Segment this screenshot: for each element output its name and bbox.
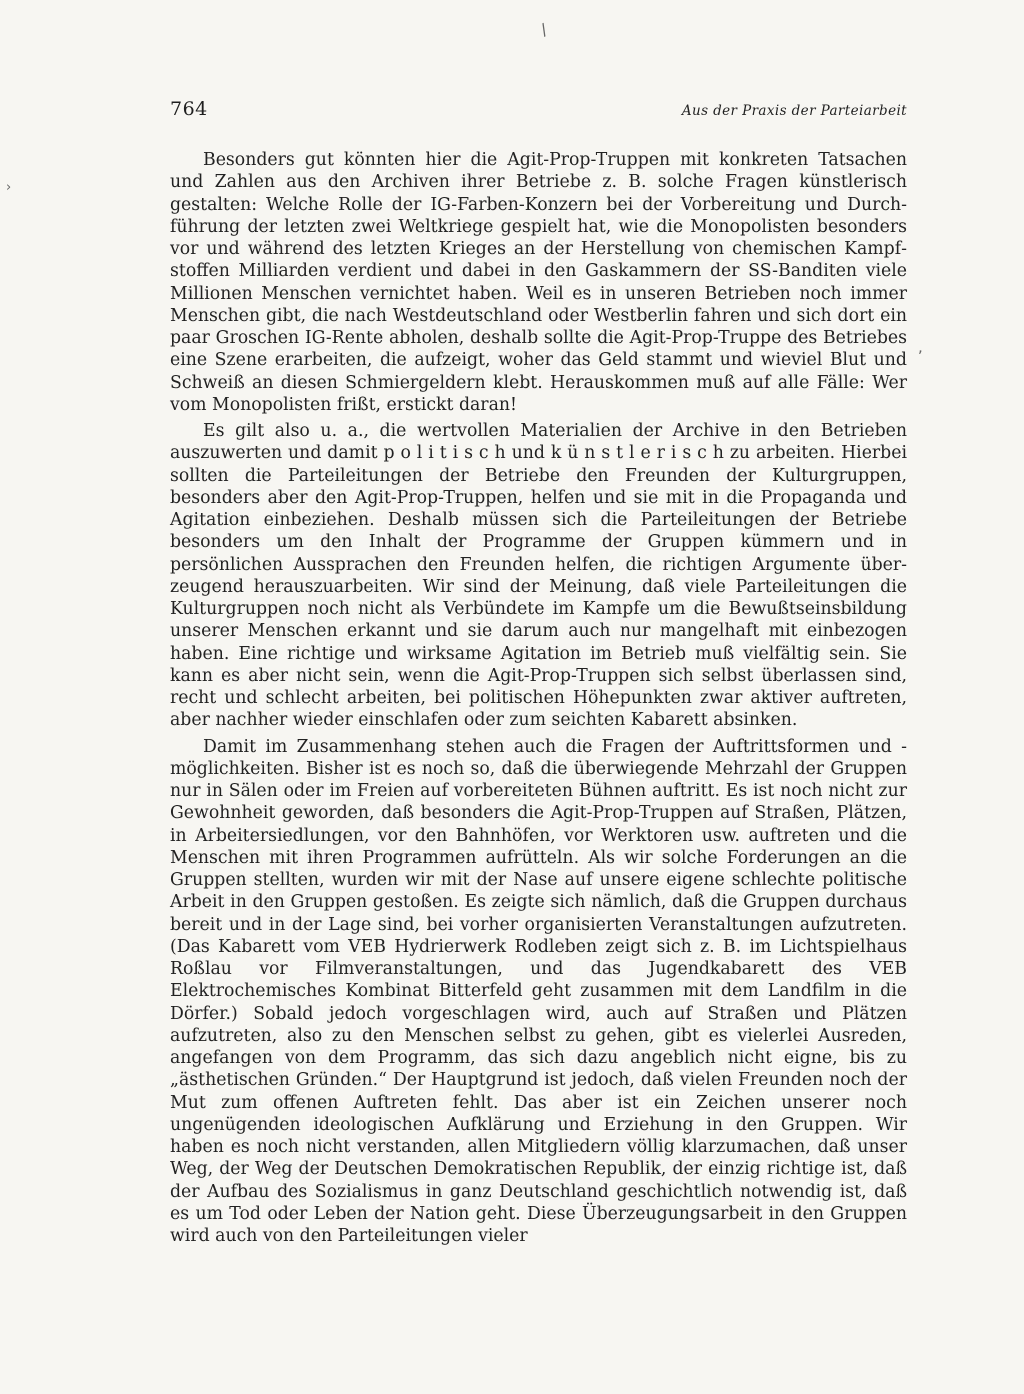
running-head: Aus der Praxis der Parteiarbeit [681,103,907,119]
article-body [170,149,907,1247]
page-number: 764 [170,98,208,120]
paragraph-2: Es gilt also u. a., die wertvollen Materialien der Archive in den Betrieben auszuwerten und damit p o l i t i s c h und k ü n s t l e r i s c h zu arbeiten. Hierbei sollten die Parteileitungen der Betriebe den Freunden der Kulturgruppen, besonders aber den Agit-Prop-Truppen, helfen und sie mit in die Propaganda und Agitation einbeziehen. Deshalb müssen sich die Parteileitungen der Betriebe besonders um den Inhalt der Programme der Gruppen kümmern und in persönlichen Aussprachen den Freunden helfen, die richtigen Argumente überzeugend herauszuarbeiten. Wir sind der Meinung, daß viele Parteileitungen die Kulturgruppen noch nicht als Verbündete im Kampfe um die Bewußtseinsbildung unserer Menschen erkannt und sie darum auch nur mangelhaft mit einbezogen haben. Eine richtige und wirksame Agitation im Betrieb muß vielfältig sein. Sie kann es aber nicht sein, wenn die Agit-Prop-Truppen sich selbst überlassen sind, recht und schlecht arbeiten, bei politischen Höhepunkten zwar aktiver auftreten, aber nachher wieder einschlafen oder zum seichten Kabarett absinken. [170,421,907,731]
page-header [170,98,907,128]
paragraph-3: Damit im Zusammenhang stehen auch die Fragen der Auftrittsformen und -möglichkeiten. Bisher ist es noch so, daß die überwiegende Mehrzahl der Gruppen nur in Sälen oder im Freien auf vorbereiteten Bühnen auftritt. Es ist noch nicht zur Gewohnheit geworden, daß besonders die Agit-Prop-Truppen auf Straßen, Plätzen, in Arbeitersiedlungen, vor den Bahnhöfen, vor Werktoren usw. auftreten und die Menschen mit ihren Programmen aufrütteln. Als wir solche Forderungen an die Gruppen stellten, wurden wir mit der Nase auf unsere eigene schlechte politische Arbeit in den Gruppen gestoßen. Es zeigte sich nämlich, daß die Gruppen durchaus bereit und in der Lage sind, bei vorher organisierten Veranstaltungen aufzutreten. (Das Kabarett vom VEB Hydrierwerk Rodleben zeigt sich z. B. im Lichtspielhaus Roßlau vor Filmveranstaltungen, und das Jugendkabarett des VEB Elektrochemisches Kombinat Bitterfeld geht zusammen mit dem Landfilm in die Dörfer.) Sobald jedoch vorgeschlagen wird, auch auf Straßen und Plätzen aufzutreten, also zu den Menschen selbst zu gehen, gibt es vielerlei Ausreden, angefangen von dem Programm, das sich dazu angeblich nicht eigne, bis zu „ästhetischen Gründen.“ Der Hauptgrund ist jedoch, daß vielen Freunden noch der Mut zum offenen Auftreten fehlt. Das aber ist ein Zeichen unserer noch ungenügenden ideologischen Aufklärung und Erziehung in den Gruppen. Wir haben es noch nicht verstanden, allen Mitgliedern völlig klarzumachen, daß unser Weg, der Weg der Deutschen Demokratischen Republik, der einzig richtige ist, daß der Aufbau des Sozialismus in ganz Deutschland geschichtlich notwendig ist, daß es um Tod oder Leben der Nation geht. Diese Überzeugungsarbeit in den Gruppen wird auch von den Parteileitungen vieler [170,736,907,1246]
paragraph-1: Besonders gut könnten hier die Agit-Prop-Truppen mit konkreten Tatsachen und Zahlen aus den Archiven ihrer Betriebe z. B. solche Fragen künstlerisch gestalten: Welche Rolle der IG-Farben-Konzern bei der Vorbereitung und Durchführung der letzten zwei Weltkriege gespielt hat, wie die Monopolisten besonders vor und während des letzten Krieges an der Herstellung von chemischen Kampfstoffen Milliarden verdient und dabei in den Gaskammern der SS-Banditen viele Millionen Menschen vernichtet haben. Weil es in unseren Betrieben noch immer Menschen gibt, die nach Westdeutschland oder Westberlin fahren und sich dort ein paar Groschen IG-Rente abholen, deshalb sollte die Agit-Prop-Truppe des Betriebes eine Szene erarbeiten, die aufzeigt, woher das Geld stammt und wieviel Blut und Schweiß an diesen Schmiergeldern klebt. Herauskommen muß auf alle Fälle: Wer vom Monopolisten frißt, erstickt daran! [170,150,907,415]
margin-mark-right: , [918,338,923,356]
margin-mark-top: / [537,19,551,40]
margin-mark-left: › [6,180,12,195]
